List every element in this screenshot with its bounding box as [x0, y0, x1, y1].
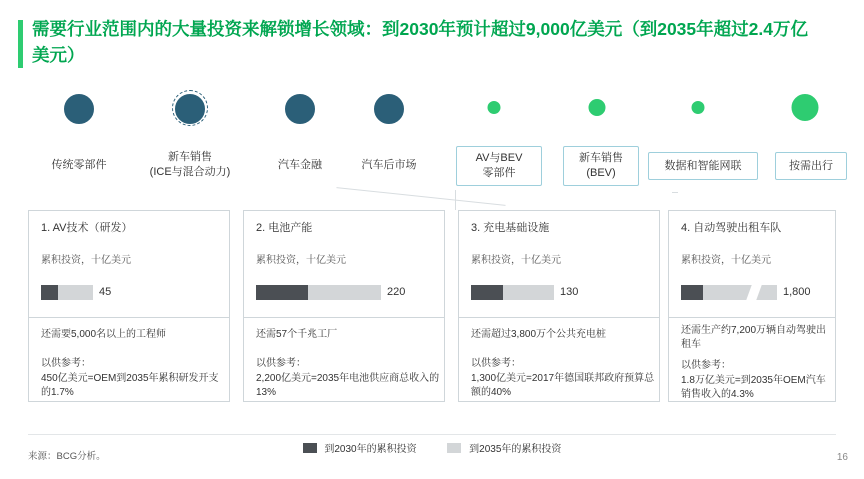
panel-2-bar [256, 285, 436, 300]
source-note: 来源：BCG分析。 [28, 451, 106, 462]
panel-1-bar-2035 [58, 285, 93, 300]
panel-3-ref: 1,300亿美元=2017年德国联邦政府预算总额的40% [471, 373, 655, 398]
marker-dot-8 [792, 94, 819, 121]
legend-item-2035 [447, 440, 561, 455]
category-label-2-line1: 新车销售 [168, 151, 212, 163]
panel-2-title: 2. 电池产能 [256, 222, 313, 234]
panel-3-ref-label: 以供参考： [471, 358, 521, 369]
panel-3-bar [471, 285, 651, 300]
panel-2 [243, 210, 445, 402]
category-label-2-line2: (ICE与混合动力) [149, 166, 231, 178]
panel-3-title: 3. 充电基础设施 [471, 222, 550, 234]
page-number: 16 [836, 452, 848, 463]
title-bar [0, 0, 864, 82]
category-label-2 [131, 150, 249, 180]
panel-3-unit: 累积投资，十亿美元 [471, 255, 561, 266]
panel-1 [28, 210, 230, 402]
panel-4-bar-2035 [703, 285, 777, 300]
panel-4-value: 1,800 [783, 286, 811, 298]
marker-dot-4 [374, 94, 404, 124]
category-label-7: 数据和智能网联 [664, 160, 742, 172]
panel-4-title: 4. 自动驾驶出租车队 [681, 222, 782, 234]
panel-1-bar [41, 285, 121, 300]
category-label-5-line1: AV与BEV [475, 152, 523, 164]
category-marker-row [0, 88, 864, 140]
panel-1-bar-2030 [41, 285, 58, 300]
marker-dot-7 [692, 101, 705, 114]
panel-4-divider [669, 317, 835, 318]
marker-dot-1 [64, 94, 94, 124]
legend-label-2035: 到2035年的累积投资 [469, 444, 562, 455]
title-accent-bar [18, 20, 23, 68]
panel-2-ref: 2,200亿美元=2035年电池供应商总收入的13% [256, 373, 440, 398]
marker-dot-6 [589, 99, 606, 116]
panel-2-note: 还需57个千兆工厂 [256, 329, 338, 340]
panel-1-ref-label: 以供参考： [41, 358, 91, 369]
legend-label-2030: 到2030年的累积投资 [324, 444, 417, 455]
legend-swatch-2035-icon [447, 443, 461, 453]
panel-3-bar-2035 [503, 285, 554, 300]
panel-2-divider [244, 317, 444, 318]
category-label-5-line2: 零部件 [482, 167, 516, 179]
category-label-4: 汽车后市场 [361, 159, 417, 171]
panel-2-ref-label: 以供参考： [256, 358, 306, 369]
panel-1-value: 45 [99, 286, 112, 298]
panel-2-value: 220 [387, 286, 406, 298]
panel-1-title: 1. AV技术（研发） [41, 222, 133, 234]
panel-1-unit: 累积投资，十亿美元 [41, 255, 131, 266]
panel-4-ref-label: 以供参考： [681, 360, 731, 371]
category-box-6[interactable] [563, 146, 639, 186]
panel-4-bar-2030 [681, 285, 703, 300]
category-label-6-line1: 新车销售 [579, 152, 623, 164]
page-title: 需要行业范围内的大量投资来解锁增长领域：到2030年预计超过9,000亿美元（到2035年超过2.4万亿美元） [32, 19, 808, 65]
connector-funnel-a [336, 187, 505, 206]
category-label-1: 传统零部件 [51, 159, 107, 171]
panel-2-unit: 累积投资，十亿美元 [256, 255, 346, 266]
panel-4 [668, 210, 836, 402]
panel-3-note: 还需超过3,800万个公共充电桩 [471, 329, 607, 340]
category-label-3: 汽车金融 [278, 159, 322, 171]
panel-3-divider [459, 317, 659, 318]
marker-dot-5 [488, 101, 501, 114]
panel-3-value: 130 [560, 286, 579, 298]
marker-dot-2 [175, 94, 205, 124]
panel-2-bar-2035 [308, 285, 381, 300]
panel-1-note: 还需要5,000名以上的工程师 [41, 329, 167, 340]
panel-4-bar [681, 285, 829, 300]
panel-4-note: 还需生产约7,200万辆自动驾驶出租车 [681, 325, 827, 350]
panel-1-ref: 450亿美元=OEM到2035年累积研发开支的1.7% [41, 373, 219, 398]
marker-dot-3 [285, 94, 315, 124]
category-box-5[interactable] [456, 146, 542, 186]
panel-3 [458, 210, 660, 402]
connector-funnel-b [672, 192, 678, 193]
legend-swatch-2030-icon [303, 443, 317, 453]
panel-4-unit: 累积投资，十亿美元 [681, 255, 771, 266]
category-label-8: 按需出行 [789, 160, 833, 172]
category-label-6-line2: (BEV) [586, 167, 616, 179]
legend-item-2030 [303, 440, 417, 455]
footer-divider [28, 434, 836, 435]
category-box-7[interactable] [648, 152, 758, 180]
panel-3-bar-2030 [471, 285, 503, 300]
category-box-8[interactable] [775, 152, 847, 180]
panel-2-bar-2030 [256, 285, 308, 300]
legend [0, 440, 864, 455]
panel-1-divider [29, 317, 229, 318]
panel-4-ref: 1.8万亿美元=到2035年OEM汽车销售收入的4.3% [681, 375, 826, 400]
